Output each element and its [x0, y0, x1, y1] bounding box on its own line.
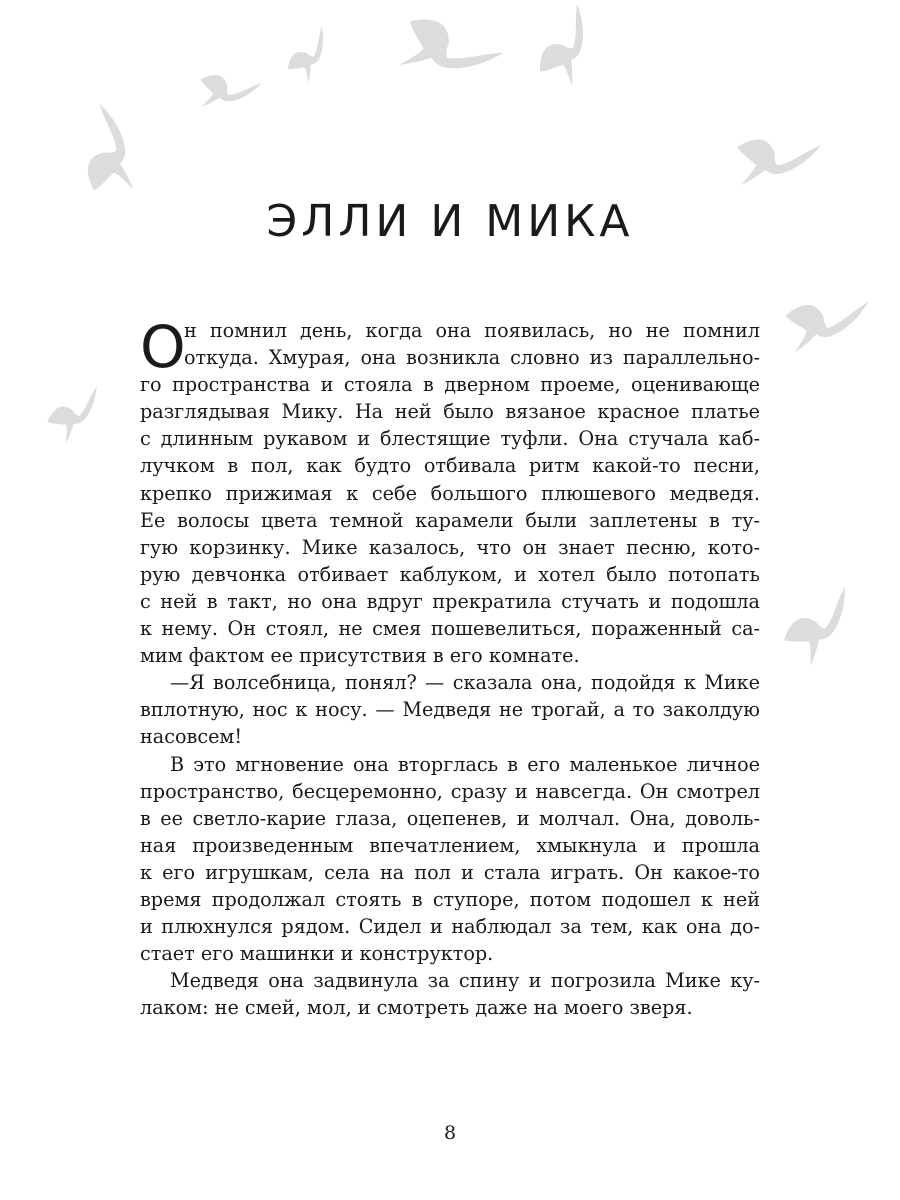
text-line: к нему. Он стоял, не смея пошевелиться, пораженный са-	[140, 617, 760, 641]
text-line: В это мгновение она вторглась в его маленькое личное	[170, 752, 760, 776]
text-line: стает его машинки и конструктор.	[140, 942, 494, 966]
text-line: с длинным рукавом и блестящие туфли. Она стучала каб-	[140, 427, 760, 451]
bird-icon	[278, 27, 343, 88]
chapter-title: ЭЛЛИ И МИКА	[266, 196, 634, 247]
text-line: Медведя она задвинула за спину и погрозила Мике ку-	[170, 969, 760, 993]
text-line: —Я волсебница, понял? — сказала она, подойдя к Мике	[170, 671, 760, 695]
text-line: го пространства и стояла в дверном проеме, оценивающе	[140, 373, 760, 397]
text-line: в ее светло-карие глаза, оцепенев, и молчал. Она, доволь-	[140, 806, 760, 830]
text-line: мим фактом ее присутствия в его комнате.	[140, 644, 580, 668]
text-line: разглядывая Мику. На ней было вязаное красное платье	[140, 400, 760, 424]
text-line: Ее волосы цвета темной карамели были заплетены в ту-	[140, 508, 760, 532]
bird-icon	[522, 4, 615, 96]
text-line: крепко прижимая к себе большого плюшевого медведя.	[140, 481, 760, 505]
bird-icon	[384, 0, 503, 111]
bird-icon	[774, 587, 866, 671]
text-line: гую корзинку. Мике казалось, что он знает песню, кото-	[140, 535, 760, 559]
text-line: ная произведенным впечатлением, хмыкнула и прошла	[140, 833, 760, 857]
bird-icon	[65, 104, 160, 206]
bird-icon	[778, 286, 868, 365]
text-line: к его игрушкам, села на пол и стала играть. Он какое-то	[140, 860, 760, 884]
text-line: время продолжал стоять в ступоре, потом подошел к ней	[140, 887, 760, 911]
text-line: пространство, бесцеремонно, сразу и навсегда. Он смотрел	[140, 779, 760, 803]
bird-icon	[42, 386, 109, 446]
body-text	[140, 313, 760, 1021]
page-number: 8	[443, 1122, 457, 1144]
text-line: откуда. Хмурая, она возникла словно из параллельно-	[184, 346, 760, 370]
text-line: с ней в такт, но она вдруг прекратила стучать и подошла	[140, 589, 760, 613]
text-line: н помнил день, когда она появилась, но не помнил	[184, 319, 760, 342]
text-line: насовсем!	[140, 725, 243, 749]
text-line: вплотную, нос к носу. — Медведя не трогай, а то заколдую	[140, 698, 760, 722]
text-line: лаком: не смей, мол, и смотреть даже на моего зверя.	[140, 996, 693, 1020]
text-line: лучком в пол, как будто отбивала ритм какой-то песни,	[140, 454, 760, 478]
drop-cap: О	[140, 313, 186, 381]
bird-icon	[726, 118, 822, 205]
text-line: и плюхнулся рядом. Сидел и наблюдал за тем, как она до-	[140, 915, 760, 939]
text-line: рую девчонка отбивает каблуком, и хотел было потопать	[140, 562, 760, 586]
bird-icon	[190, 59, 262, 126]
